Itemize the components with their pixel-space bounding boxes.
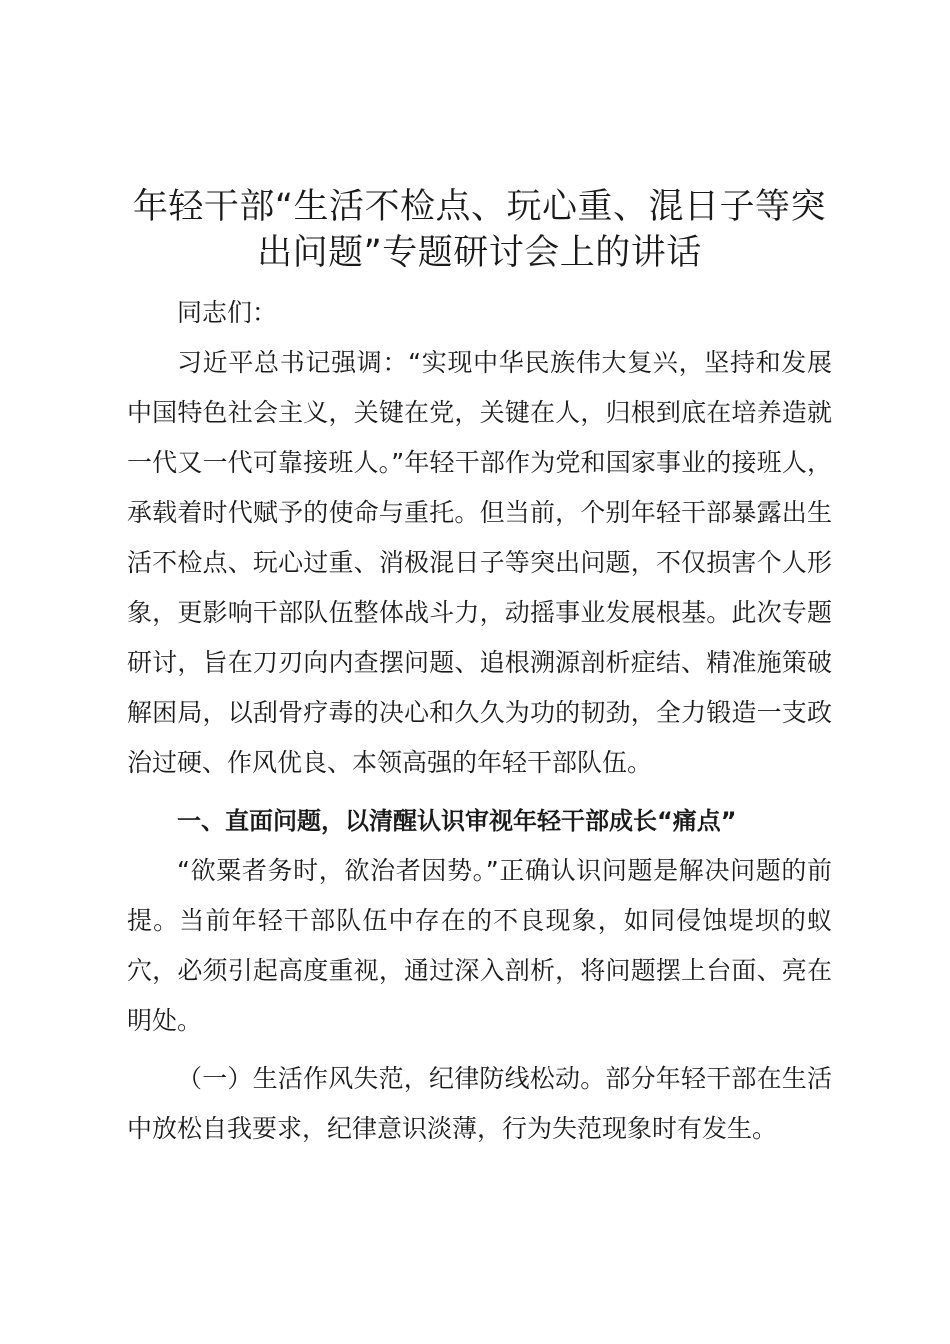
subsection-1-paragraph: （一）生活作风失范，纪律防线松动。部分年轻干部在生活中放松自我要求，纪律意识淡薄，行为失范现象时有发生。 — [127, 1064, 832, 1143]
title-line-1: 年轻干部“生活不检点、玩心重、混日子等突 — [132, 187, 827, 227]
title-line-2: 出问题”专题研讨会上的讲话 — [257, 233, 702, 273]
document-page — [127, 184, 832, 1154]
section-1-heading: 一、直面问题，以清醒认识审视年轻干部成长“痛点” — [177, 807, 737, 835]
document-title — [127, 184, 832, 276]
salutation: 同志们： — [177, 298, 278, 327]
section-1-paragraph: “欲粟者务时，欲治者因势。”正确认识问题是解决问题的前提。当前年轻干部队伍中存在的不良现象，如同侵蚀堤坝的蚁穴，必须引起高度重视，通过深入剖析，将问题摆上台面、亮在明处。 — [127, 856, 832, 1035]
intro-paragraph: 习近平总书记强调：“实现中华民族伟大复兴，坚持和发展中国特色社会主义，关键在党，关键在人，归根到底在培养造就一代又一代可靠接班人。”年轻干部作为党和国家事业的接班人，承载着时代赋予的使命与重托。但当前，个别年轻干部暴露出生活不检点、玩心过重、消极混日子等突出问题，不仅损害个人形象，更影响干部队伍整体战斗力，动摇事业发展根基。此次专题研讨，旨在刀刃向内查摆问题、追根溯源剖析症结、精准施策破解困局，以刮骨疗毒的决心和久久为功的韧劲，全力锻造一支政治过硬、作风优良、本领高强的年轻干部队伍。 — [127, 348, 832, 777]
